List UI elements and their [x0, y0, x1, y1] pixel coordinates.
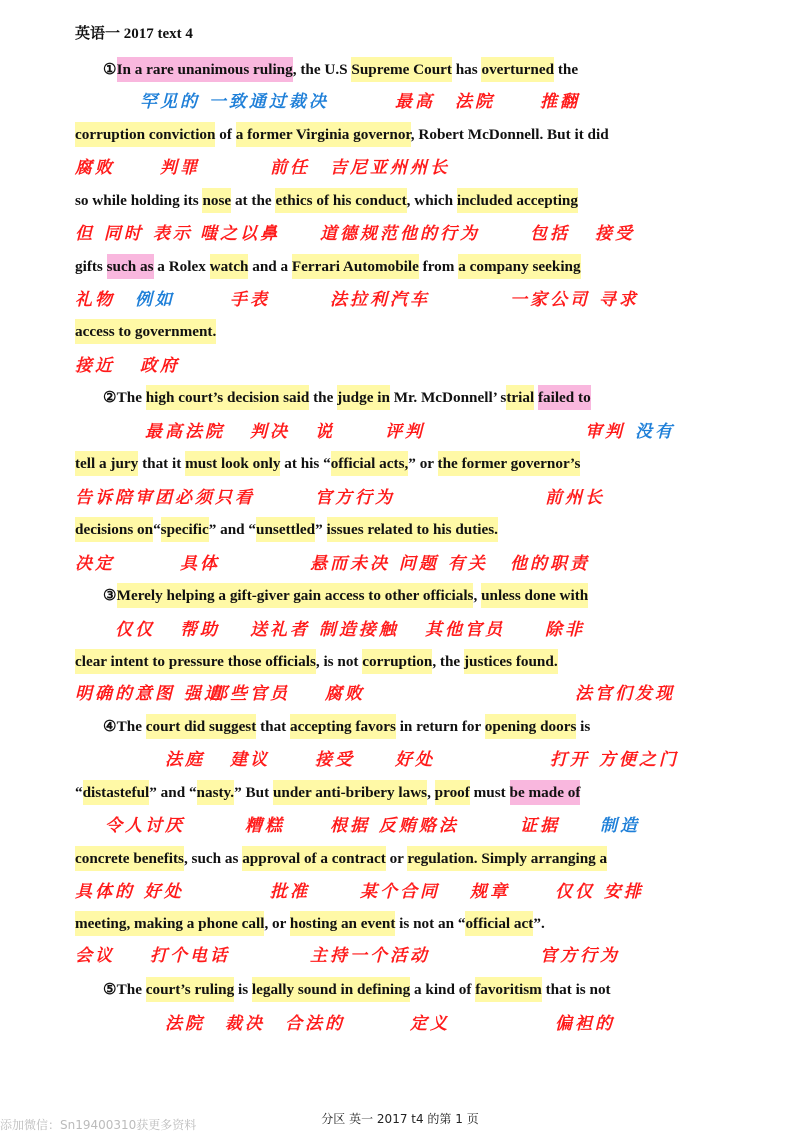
- passage-text: at his “: [280, 455, 331, 472]
- passage-text: ” and “: [149, 784, 197, 801]
- passage-line: [75, 843, 607, 874]
- translation-note: 前州长: [545, 488, 605, 508]
- passage-text: a kind of: [410, 981, 476, 998]
- highlighted-phrase: a former Virginia governor: [235, 126, 411, 143]
- passage-line: [75, 580, 588, 611]
- highlighted-phrase: court’s ruling: [145, 981, 235, 998]
- translation-note: 明确的意图 强迫: [75, 684, 224, 704]
- passage-text: that: [256, 718, 291, 735]
- passage-line: [75, 185, 578, 216]
- translation-note: 礼物: [75, 290, 115, 310]
- translation-note: 根据 反贿赂法: [330, 816, 459, 836]
- translation-note: 罕见的 一致通过裁决: [140, 92, 329, 112]
- translation-note: 会议: [75, 946, 115, 966]
- highlighted-phrase: approval of a contract: [242, 850, 386, 867]
- passage-line: [75, 382, 591, 413]
- passage-text: in return for: [395, 718, 485, 735]
- translation-note: 好处: [395, 750, 435, 770]
- translation-note: 包括: [530, 224, 570, 244]
- highlighted-phrase: accepting favors: [290, 718, 396, 735]
- translation-note: 制造: [600, 816, 640, 836]
- passage-text: is: [576, 718, 591, 735]
- highlighted-phrase: judge in: [337, 389, 390, 406]
- translation-note: 腐败: [325, 684, 365, 704]
- translation-note: 一家公司 寻求: [510, 290, 639, 310]
- translation-note: 法庭: [165, 750, 205, 770]
- highlighted-phrase: unless done with: [481, 587, 589, 604]
- highlighted-phrase: corruption conviction: [75, 126, 216, 143]
- translation-note: 判决: [250, 422, 290, 442]
- translation-note: 官方行为: [540, 946, 620, 966]
- highlighted-phrase: watch: [209, 258, 249, 275]
- translation-note: 官方行为: [315, 488, 395, 508]
- passage-text: must: [469, 784, 510, 801]
- passage-text: ”.: [533, 915, 545, 932]
- highlighted-phrase: Supreme Court: [351, 61, 452, 78]
- translation-note: 偏袒的: [555, 1014, 615, 1034]
- passage-text: ”: [315, 521, 327, 538]
- translation-note: 除非: [545, 620, 585, 640]
- passage-text: and a: [248, 258, 292, 275]
- passage-text: Mr. McDonnell’ s: [389, 389, 507, 406]
- passage-line: [75, 514, 498, 545]
- passage-text: gifts: [75, 258, 107, 275]
- translation-note: 仅仅: [115, 620, 155, 640]
- highlighted-phrase: access to government.: [75, 323, 217, 340]
- passage-text: , the U.S: [292, 61, 352, 78]
- highlighted-phrase: ethics of his conduct: [275, 192, 407, 209]
- translation-note: 送礼者 制造接触: [250, 620, 399, 640]
- passage-text: ④The: [103, 718, 146, 735]
- page-footer: 分区 英一 2017 t4 的第 1 页: [321, 1112, 479, 1126]
- translation-note: 决定: [75, 554, 115, 574]
- translation-note: 批准: [270, 882, 310, 902]
- translation-note: 具体的 好处: [75, 882, 184, 902]
- highlighted-phrase: issues related to his duties.: [326, 521, 498, 538]
- highlighted-phrase: meeting, making a phone call: [75, 915, 265, 932]
- passage-text: ,: [473, 587, 482, 604]
- passage-text: a Rolex: [153, 258, 210, 275]
- passage-line: [75, 777, 580, 808]
- passage-text: or: [385, 850, 408, 867]
- highlighted-phrase: included accepting: [456, 192, 578, 209]
- translation-note: 裁决: [225, 1014, 265, 1034]
- highlighted-phrase: Ferrari Automobile: [291, 258, 419, 275]
- translation-note: 说: [315, 422, 335, 442]
- translation-note: 某个合同: [360, 882, 440, 902]
- passage-text: from: [418, 258, 459, 275]
- highlighted-phrase: official act: [465, 915, 534, 932]
- highlighted-phrase: regulation. Simply arranging a: [407, 850, 608, 867]
- highlighted-phrase: hosting an event: [289, 915, 396, 932]
- highlighted-phrase: high court’s decision said: [145, 389, 310, 406]
- translation-note: 例如: [135, 290, 175, 310]
- passage-text: “: [153, 521, 161, 538]
- translation-note: 主持一个活动: [310, 946, 430, 966]
- passage-line: [75, 908, 545, 939]
- translation-note: 审判: [585, 422, 625, 442]
- passage-text: that it: [138, 455, 186, 472]
- passage-text: of: [215, 126, 236, 143]
- passage-text: is not an “: [395, 915, 466, 932]
- highlighted-phrase: trial: [506, 389, 535, 406]
- passage-text: ⑤The: [103, 981, 146, 998]
- highlighted-phrase: distasteful: [82, 784, 150, 801]
- translation-note: 法官们发现: [575, 684, 675, 704]
- passage-line: [75, 711, 590, 742]
- highlighted-phrase: be made of: [509, 784, 581, 801]
- translation-note: 道德规范他的行为: [320, 224, 480, 244]
- passage-text: ③: [103, 587, 117, 604]
- highlighted-phrase: specific: [160, 521, 209, 538]
- passage-text: has: [451, 61, 482, 78]
- passage-line: [75, 646, 558, 677]
- translation-note: 腐败: [75, 158, 115, 178]
- translation-note: 证据: [520, 816, 560, 836]
- passage-text: ①: [103, 61, 117, 78]
- translation-note: 接受: [595, 224, 635, 244]
- page-title: 英语一 2017 text 4: [75, 26, 193, 42]
- translation-note: 打开 方便之门: [550, 750, 679, 770]
- highlighted-phrase: failed to: [537, 389, 591, 406]
- passage-text: is: [234, 981, 252, 998]
- highlighted-phrase: opening doors: [484, 718, 577, 735]
- passage-line: [75, 251, 581, 282]
- highlighted-phrase: corruption: [362, 653, 433, 670]
- translation-note: 悬而未决 问题 有关: [310, 554, 488, 574]
- highlighted-phrase: must look only: [185, 455, 281, 472]
- passage-text: ” But: [234, 784, 273, 801]
- translation-note: 吉尼亚州州长: [330, 158, 450, 178]
- translation-note: 建议: [230, 750, 270, 770]
- translation-note: 打个电话: [150, 946, 230, 966]
- passage-text: “: [75, 784, 83, 801]
- highlighted-phrase: proof: [434, 784, 470, 801]
- highlighted-phrase: official acts,: [330, 455, 409, 472]
- highlighted-phrase: legally sound in defining: [251, 981, 411, 998]
- translation-note: 最高: [395, 92, 435, 112]
- highlighted-phrase: clear intent to pressure those officials: [75, 653, 316, 670]
- passage-text: , which: [406, 192, 457, 209]
- highlighted-phrase: court did suggest: [145, 718, 257, 735]
- passage-text: ” and “: [208, 521, 257, 538]
- passage-text: the: [309, 389, 338, 406]
- highlighted-phrase: Merely helping a gift-giver gain access to other officials: [116, 587, 474, 604]
- passage-text: ” or: [408, 455, 438, 472]
- translation-note: 法拉利汽车: [330, 290, 430, 310]
- highlighted-phrase: justices found.: [463, 653, 558, 670]
- translation-note: 具体: [180, 554, 220, 574]
- highlighted-phrase: such as: [106, 258, 154, 275]
- translation-note: 法院: [455, 92, 495, 112]
- translation-note: 接受: [315, 750, 355, 770]
- highlighted-phrase: unsettled: [256, 521, 316, 538]
- highlighted-phrase: tell a jury: [75, 455, 139, 472]
- translation-note: 法院: [165, 1014, 205, 1034]
- watermark: 添加微信：Sn19400310获更多资料: [0, 1118, 197, 1132]
- translation-note: 但 同时 表示: [75, 224, 193, 244]
- translation-note: 令人讨厌: [105, 816, 185, 836]
- translation-note: 定义: [410, 1014, 450, 1034]
- translation-note: 前任: [270, 158, 310, 178]
- passage-text: ②The: [103, 389, 146, 406]
- highlighted-phrase: nose: [202, 192, 232, 209]
- passage-text: its: [179, 192, 203, 209]
- translation-note: 必须只看: [175, 488, 255, 508]
- highlighted-phrase: favoritism: [475, 981, 542, 998]
- translation-note: 评判: [385, 422, 425, 442]
- translation-note: 接近: [75, 356, 115, 376]
- passage-line: [75, 974, 611, 1005]
- passage-text: , the: [432, 653, 464, 670]
- passage-text: the: [554, 61, 579, 78]
- translation-note: 推翻: [540, 92, 580, 112]
- highlighted-phrase: concrete benefits: [75, 850, 184, 867]
- translation-note: 最高法院: [145, 422, 225, 442]
- translation-note: 那些官员: [210, 684, 290, 704]
- passage-line: [75, 54, 578, 85]
- highlighted-phrase: under anti-bribery laws: [272, 784, 428, 801]
- passage-text: ,: [427, 784, 435, 801]
- passage-text: so while holding: [75, 192, 180, 209]
- passage-line: [75, 119, 609, 150]
- highlighted-phrase: the former governor’s: [437, 455, 581, 472]
- highlighted-phrase: decisions on: [75, 521, 154, 538]
- passage-text: , such as: [183, 850, 243, 867]
- highlighted-phrase: a company seeking: [458, 258, 581, 275]
- translation-note: 政府: [140, 356, 180, 376]
- highlighted-phrase: overturned: [481, 61, 555, 78]
- passage-line: [75, 316, 216, 347]
- translation-note: 糟糕: [245, 816, 285, 836]
- passage-text: that is not: [541, 981, 611, 998]
- passage-line: [75, 448, 580, 479]
- translation-note: 合法的: [285, 1014, 345, 1034]
- translation-note: 没有: [635, 422, 675, 442]
- highlighted-phrase: nasty.: [196, 784, 235, 801]
- translation-note: 嗤之以鼻: [200, 224, 280, 244]
- passage-text: , or: [264, 915, 290, 932]
- translation-note: 手表: [230, 290, 270, 310]
- translation-note: 仅仅 安排: [555, 882, 644, 902]
- translation-note: 其他官员: [425, 620, 505, 640]
- translation-note: 帮助: [180, 620, 220, 640]
- passage-text: , Robert McDonnell. But it did: [410, 126, 609, 143]
- passage-text: at the: [231, 192, 276, 209]
- translation-note: 告诉陪审团: [75, 488, 175, 508]
- translation-note: 他的职责: [510, 554, 590, 574]
- passage-text: , is not: [315, 653, 363, 670]
- highlighted-phrase: In a rare unanimous ruling: [116, 61, 293, 78]
- translation-note: 判罪: [160, 158, 200, 178]
- translation-note: 规章: [470, 882, 510, 902]
